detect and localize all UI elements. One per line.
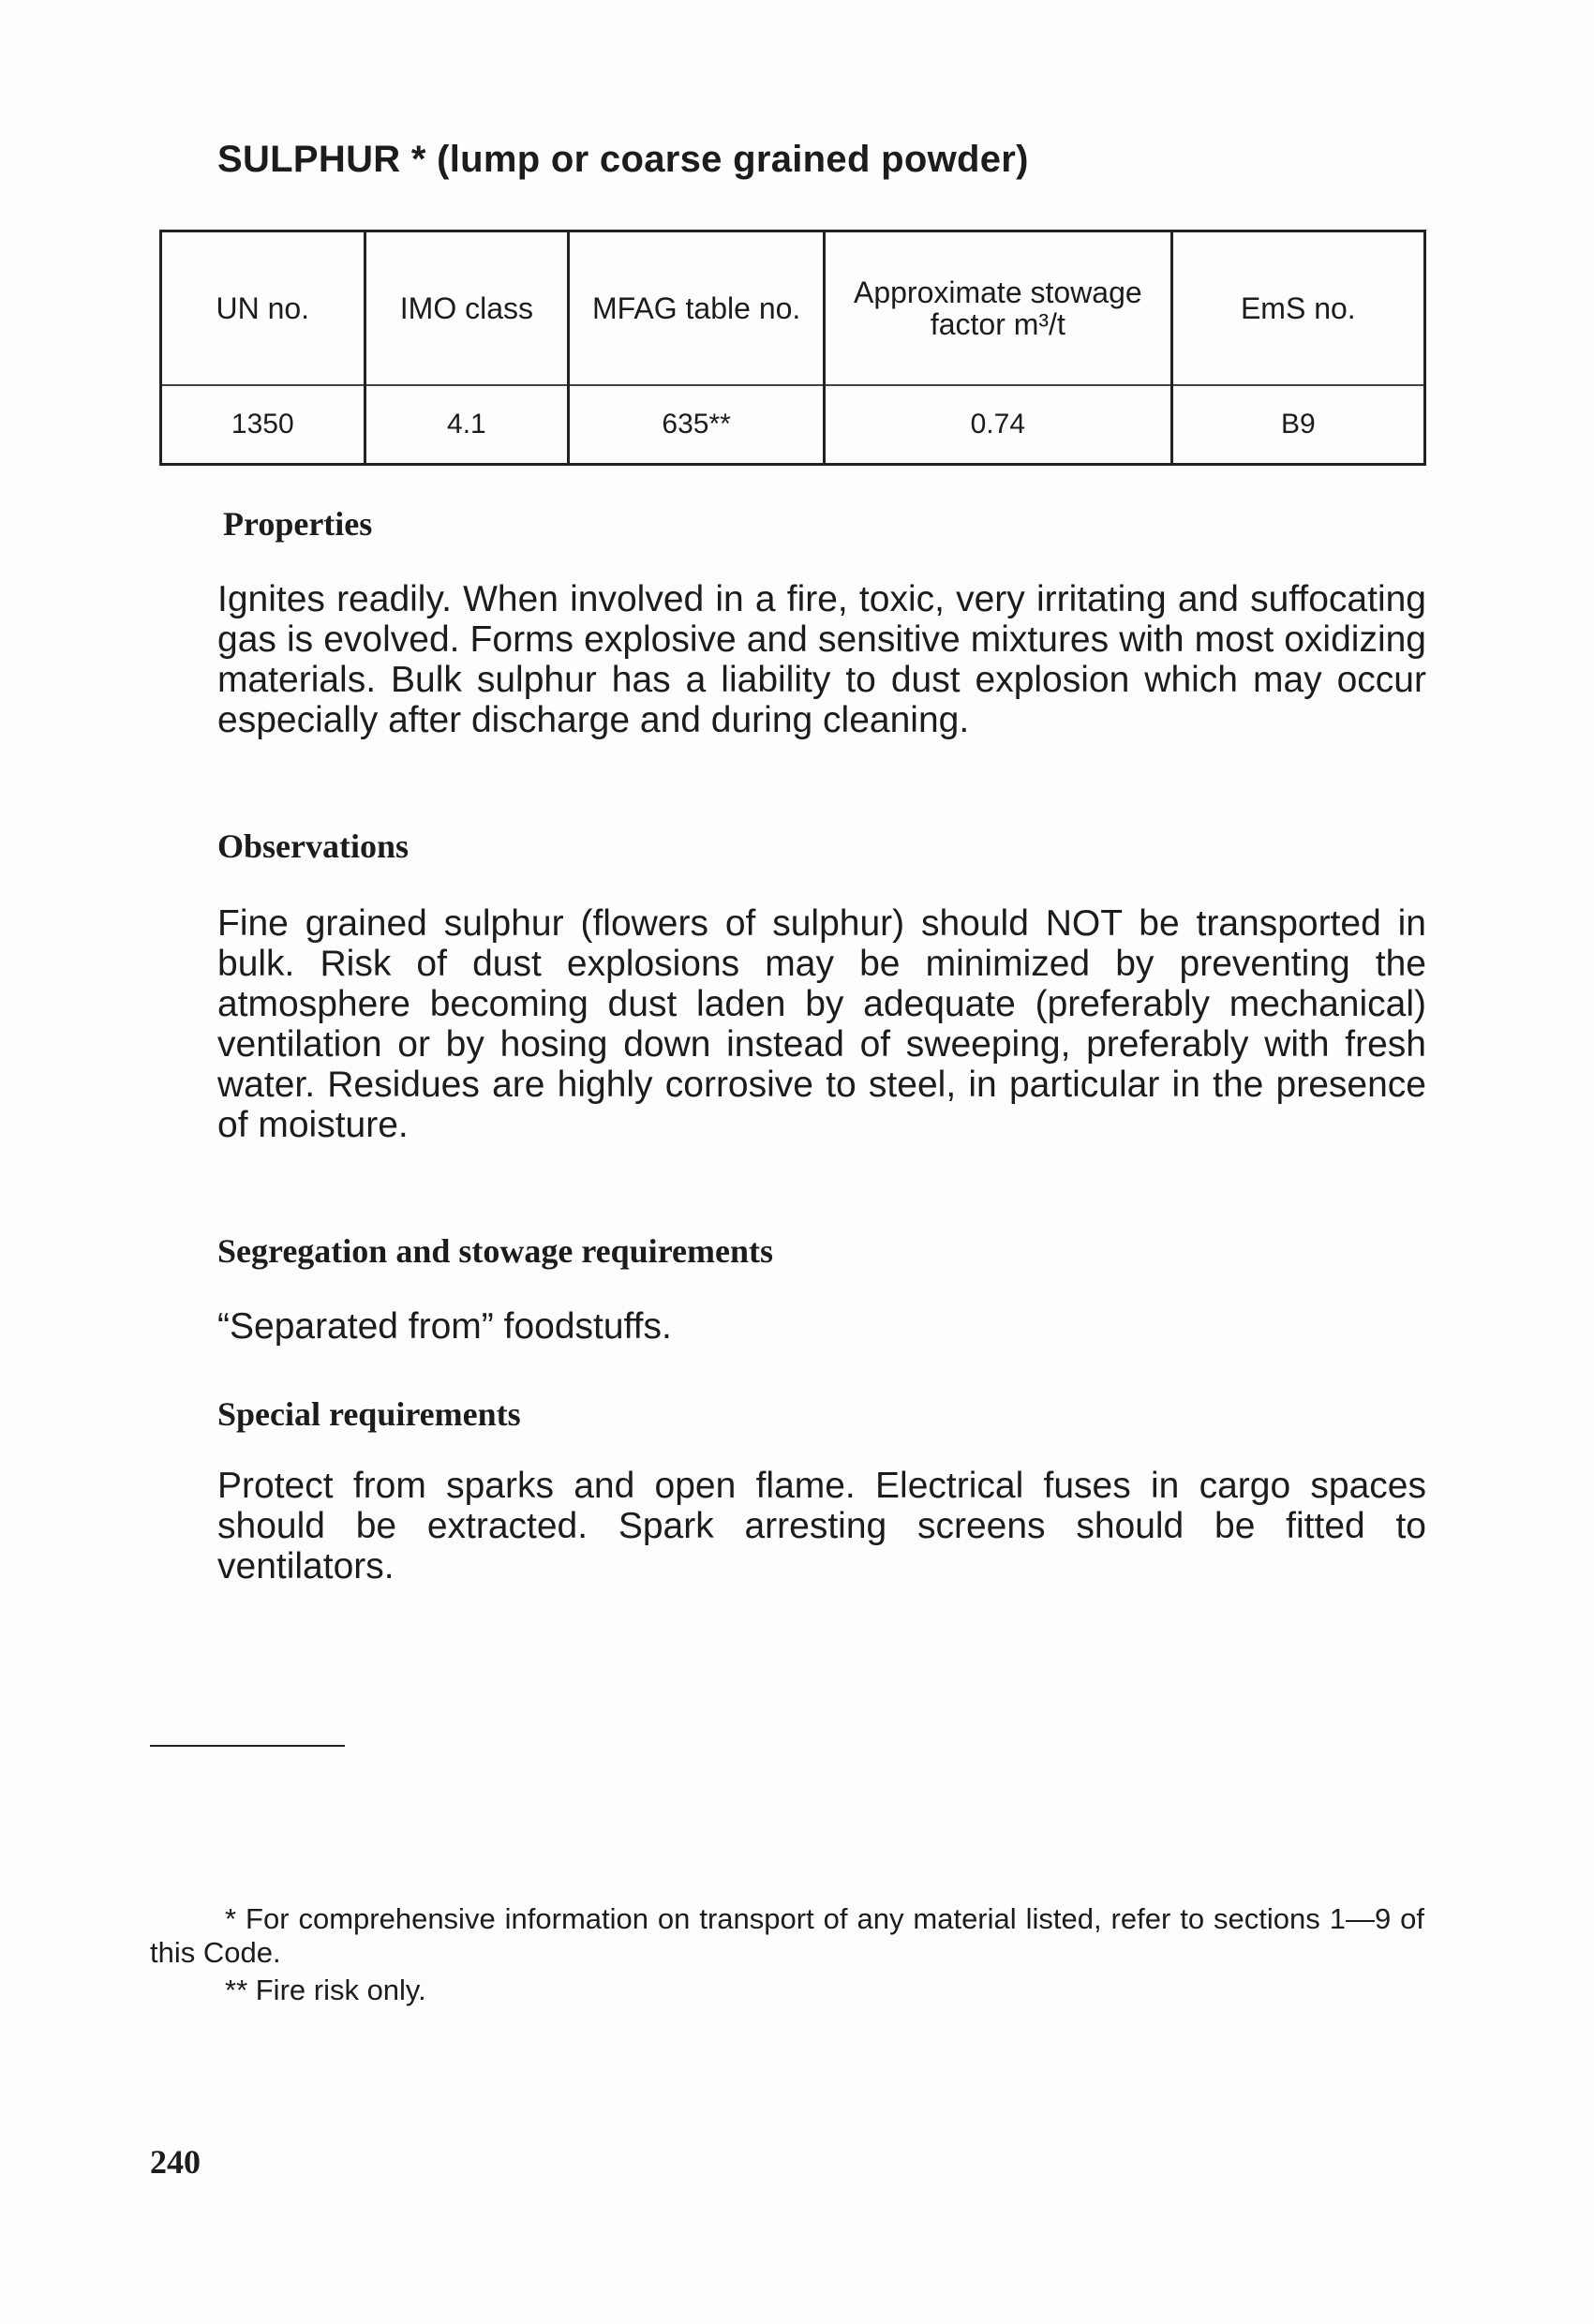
observations-heading: Observations (217, 827, 410, 865)
table-row (161, 385, 1425, 465)
cargo-data-table (159, 230, 1426, 466)
header-mfag-table: MFAG table no. (569, 231, 825, 386)
header-un-no: UN no. (161, 231, 365, 386)
page-number: 240 (150, 2143, 201, 2181)
segregation-heading: Segregation and stowage requirements (217, 1232, 773, 1270)
cell-stowage-factor: 0.74 (825, 385, 1172, 465)
special-requirements-heading: Special requirements (217, 1395, 521, 1433)
header-ems-no: EmS no. (1171, 231, 1424, 386)
footnote-divider (150, 1745, 345, 1747)
cell-imo-class: 4.1 (365, 385, 569, 465)
properties-heading: Properties (223, 505, 373, 543)
table-header-row (161, 231, 1425, 386)
header-imo-class: IMO class (365, 231, 569, 386)
footnote-2: ** Fire risk only. (225, 1974, 426, 2006)
header-stowage-factor: Approximate stowage factor m³/t (825, 231, 1172, 386)
cell-mfag-table: 635** (569, 385, 825, 465)
properties-text: Ignites readily. When involved in a fire, toxic, very irritating and suffocating gas is evolved. Forms explosive and sensitive mixtures with most oxidizing materials. Bulk sulphur has a liability to dust explosion which may occur especially after discharge and during cleaning. (217, 579, 1426, 740)
footnote-1: * For comprehensive information on transport of any material listed, refer to sections 1—9 of this Code. (150, 1902, 1424, 1969)
cell-un-no: 1350 (161, 385, 365, 465)
cell-ems-no: B9 (1171, 385, 1424, 465)
observations-text: Fine grained sulphur (flowers of sulphur) should NOT be transported in bulk. Risk of dust explosions may be minimized by preventing the atmosphere becoming dust laden by adequate (preferably mechanical) ventilation or by hosing down instead of sweeping, preferably with fresh water. Residues are highly corrosive to steel, in particular in the presence of moisture. (217, 903, 1426, 1145)
segregation-text: “Separated from” foodstuffs. (217, 1306, 672, 1347)
page-title: SULPHUR * (lump or coarse grained powder) (217, 139, 1029, 180)
special-requirements-text: Protect from sparks and open flame. Electrical fuses in cargo spaces should be extracted. Spark arresting screens should be fitted to ventilators. (217, 1466, 1426, 1587)
